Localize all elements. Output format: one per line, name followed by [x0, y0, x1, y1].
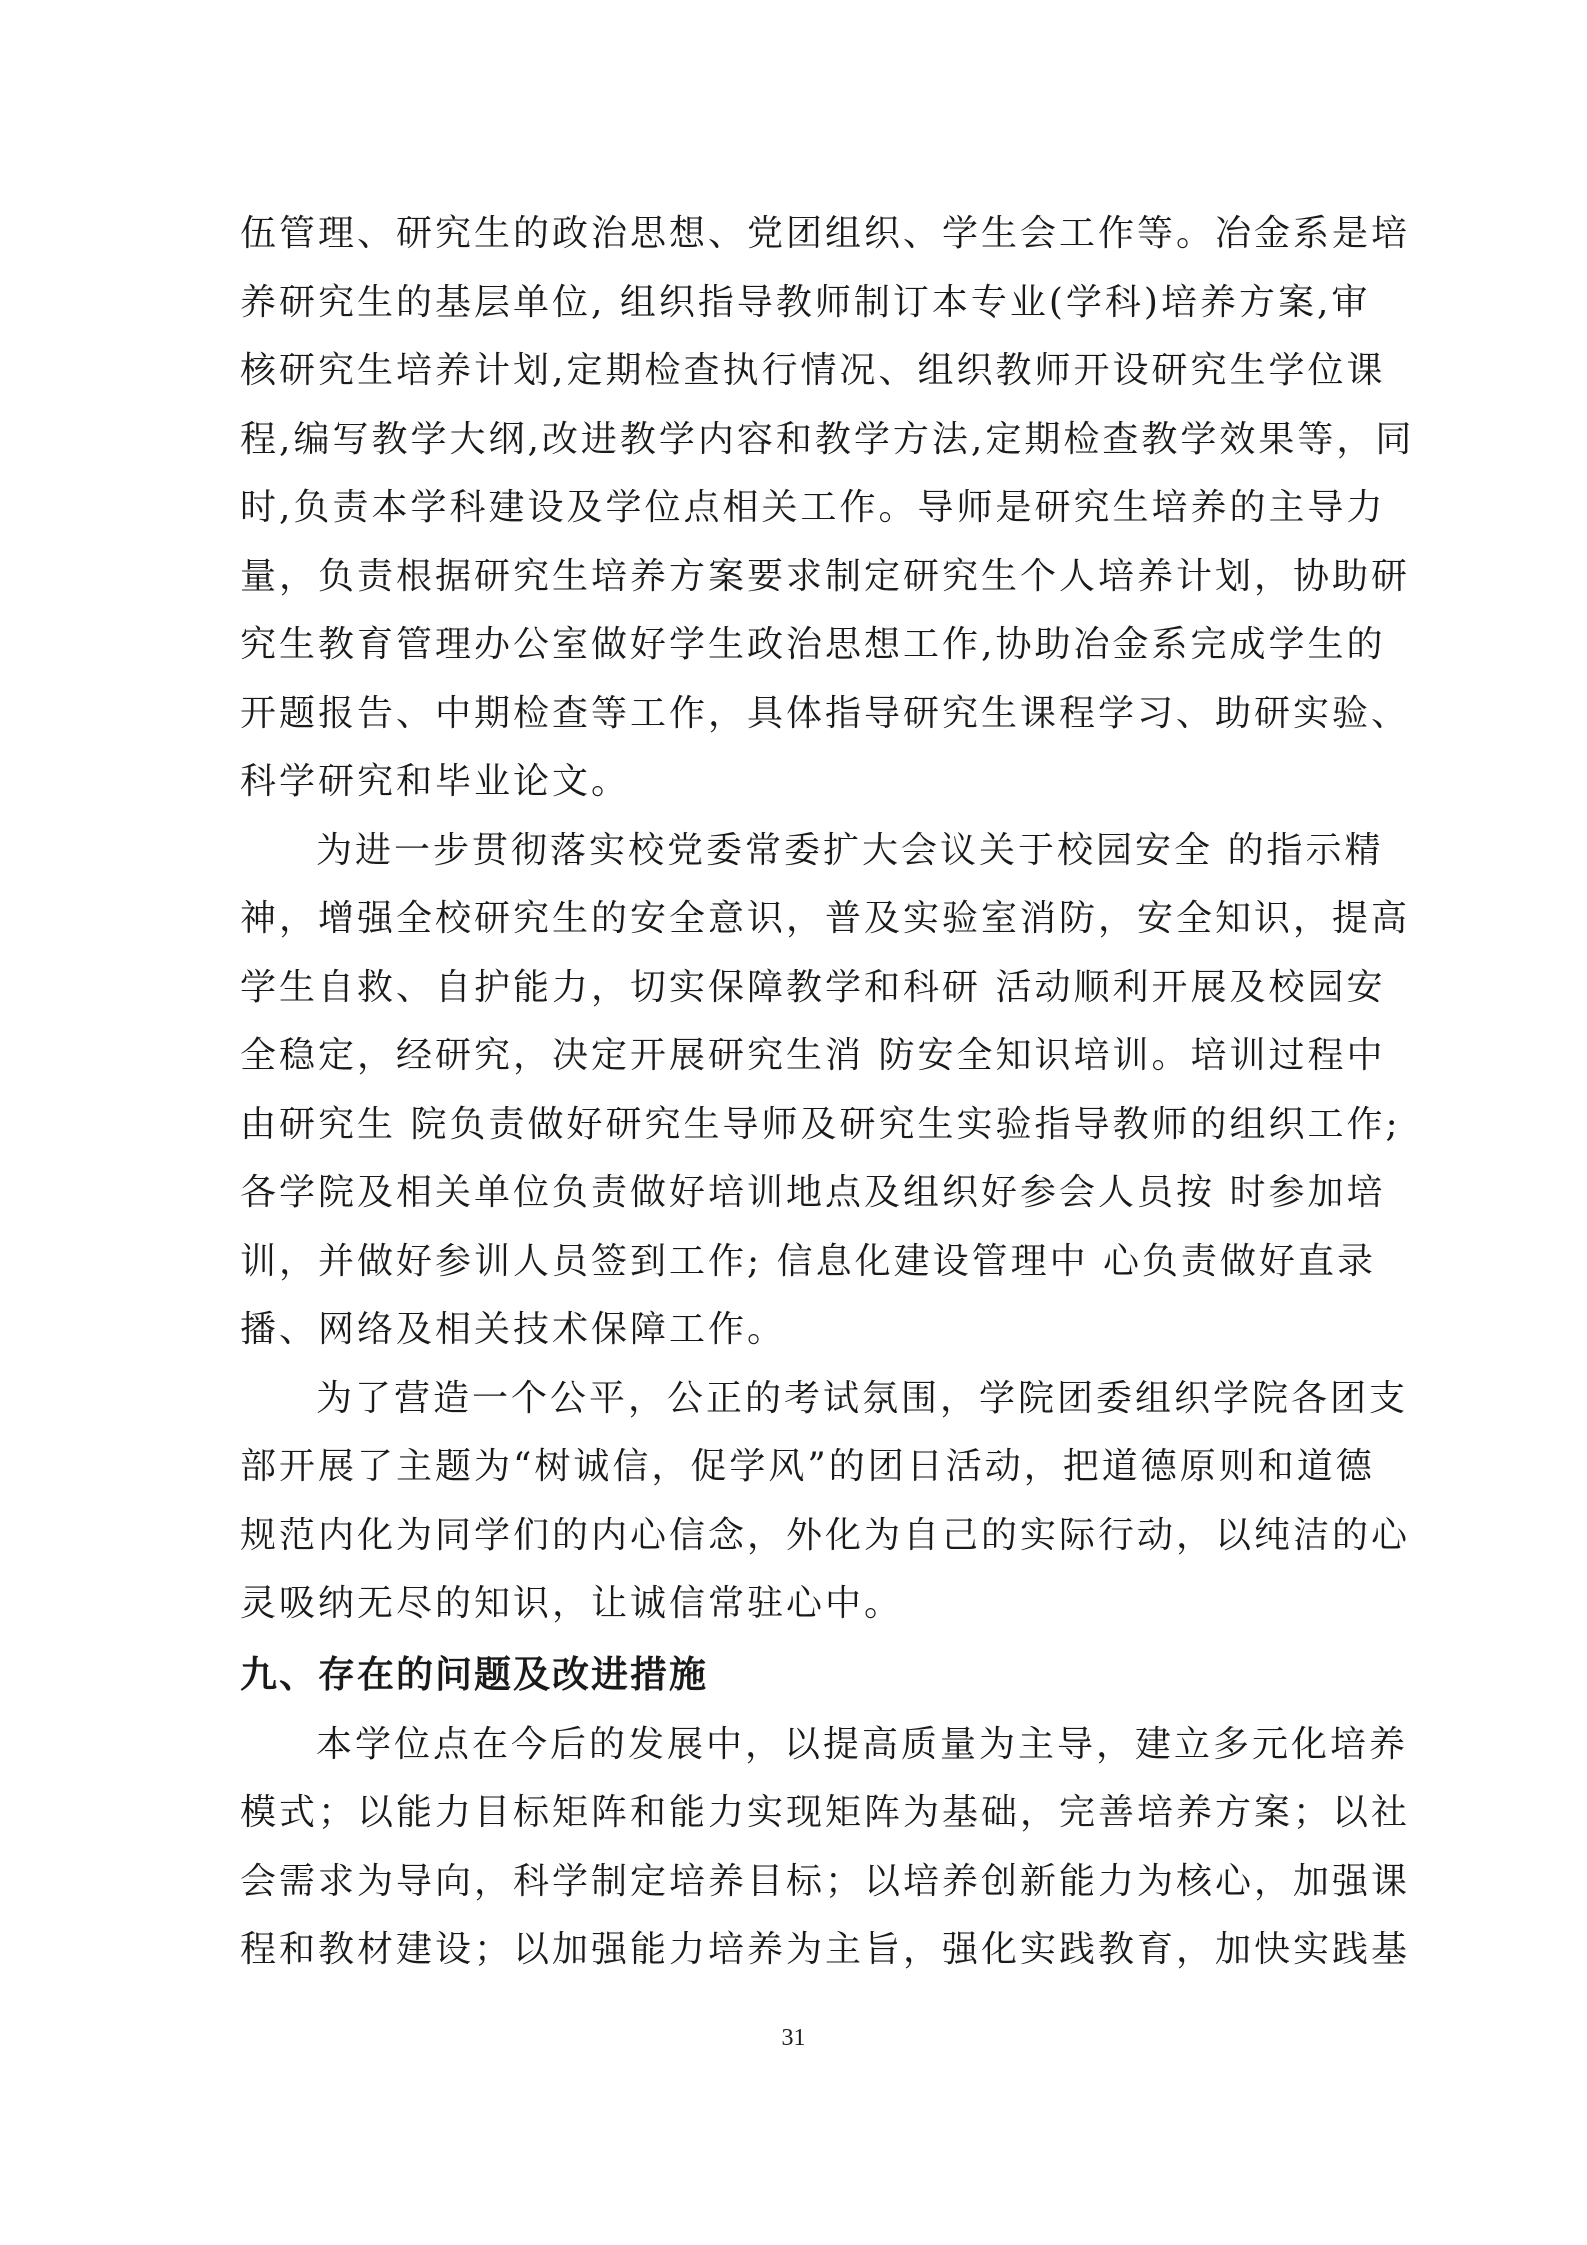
paragraph-organization [240, 200, 1415, 817]
text-line: 为进一步贯彻落实校党委常委扩大会议关于校园安全 的指示精 [316, 829, 1384, 871]
paragraph-improvement-measures [240, 1711, 1411, 1985]
text-line: 部开展了主题为“树诚信，促学风”的团日活动，把道德原则和道德 [240, 1446, 1375, 1487]
text-line: 播、网络及相关技术保障工作。 [240, 1309, 787, 1350]
document-body [240, 200, 1415, 1985]
text-line: 科学研究和毕业论文。 [240, 761, 631, 802]
text-line: 伍管理、研究生的政治思想、党团组织、学生会工作等。冶金系是培 [240, 213, 1411, 254]
text-line: 学生自救、自护能力，切实保障教学和科研 活动顺利开展及校园安 [240, 966, 1386, 1008]
text-line: 时,负责本学科建设及学位点相关工作。导师是研究生培养的主导力 [240, 487, 1386, 528]
text-line: 究生教育管理办公室做好学生政治思想工作,协助冶金系完成学生的 [240, 624, 1386, 665]
text-line: 养研究生的基层单位, 组织指导教师制订本专业(学科)培养方案,审 [240, 281, 1371, 323]
paragraph-integrity-activity [240, 1365, 1411, 1639]
text-line: 训，并做好参训人员签到工作; 信息化建设管理中 心负责做好直录 [240, 1240, 1377, 1282]
text-line: 为了营造一个公平，公正的考试氛围，学院团委组织学院各团支 [316, 1377, 1409, 1419]
text-line: 量，负责根据研究生培养方案要求制定研究生个人培养计划，协助研 [240, 555, 1411, 597]
page-number: 31 [781, 2025, 806, 2051]
text-line: 由研究生 院负责做好研究生导师及研究生实验指导教师的组织工作; [240, 1103, 1401, 1145]
text-line: 程和教材建设；以加强能力培养为主旨，强化实践教育，加快实践基 [240, 1929, 1411, 1970]
text-line: 程,编写教学大纲,改进教学内容和教学方法,定期检查教学效果等，同 [240, 418, 1415, 460]
section-heading: 九、存在的问题及改进措施 [240, 1652, 708, 1696]
text-line: 全稳定，经研究，决定开展研究生消 防安全知识培训。培训过程中 [240, 1035, 1386, 1076]
text-line: 灵吸纳无尽的知识，让诚信常驻心中。 [240, 1583, 904, 1624]
paragraph-safety-training [240, 817, 1411, 1365]
text-line: 会需求为导向，科学制定培养目标；以培养创新能力为核心，加强课 [240, 1860, 1411, 1902]
text-line: 本学位点在今后的发展中，以提高质量为主导，建立多元化培养 [316, 1723, 1409, 1765]
text-line: 规范内化为同学们的内心信念，外化为自己的实际行动，以纯洁的心 [240, 1514, 1411, 1556]
text-line: 各学院及相关单位负责做好培训地点及组织好参会人员按 时参加培 [240, 1172, 1386, 1213]
text-line: 开题报告、中期检查等工作，具体指导研究生课程学习、助研实验、 [240, 692, 1411, 734]
text-line: 核研究生培养计划,定期检查执行情况、组织教师开设研究生学位课 [240, 350, 1386, 391]
text-line: 模式；以能力目标矩阵和能力实现矩阵为基础，完善培养方案；以社 [240, 1792, 1411, 1833]
text-line: 神，增强全校研究生的安全意识，普及实验室消防，安全知识，提高 [240, 898, 1411, 939]
